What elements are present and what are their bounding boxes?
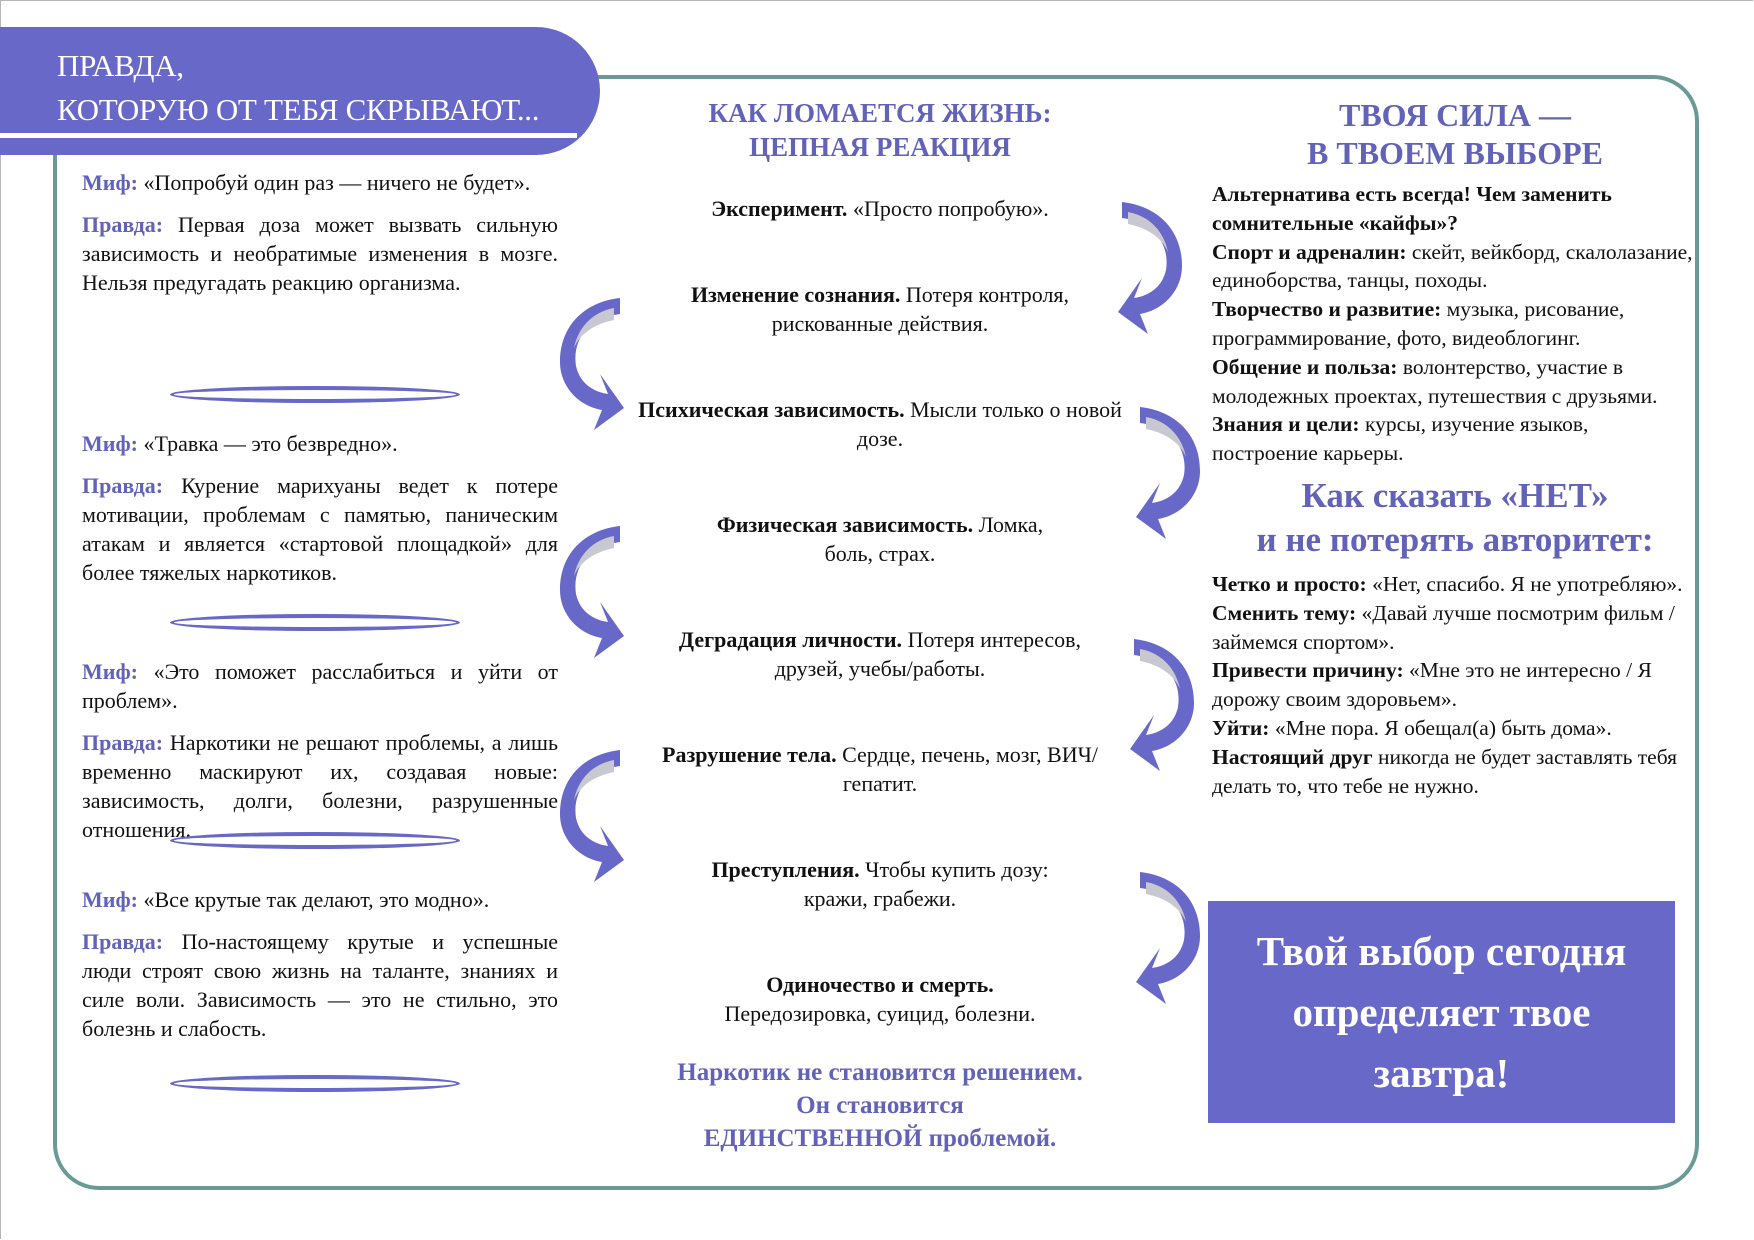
page-title-line-1: ПРАВДА, <box>57 48 184 83</box>
page-title <box>57 44 539 132</box>
truth-label: Правда: <box>82 730 164 755</box>
curved-arrow-icon <box>558 524 628 664</box>
truth-paragraph <box>82 471 558 587</box>
chain-step-desc: Передозировка, суицид, болезни. <box>724 1001 1036 1026</box>
cta-line-3: завтра! <box>1373 1049 1510 1096</box>
myth-block <box>82 168 558 297</box>
tip-desc: никогда не будет заставлять тебя делать то, что тебе не нужно. <box>1212 744 1677 798</box>
myth-block <box>82 657 558 844</box>
chain-step-term: Эксперимент. <box>711 196 848 221</box>
chain-step-desc: Чтобы купить дозу: кражи, грабежи. <box>803 857 1049 911</box>
myth-block <box>82 885 558 1043</box>
alternative-item <box>1212 295 1698 353</box>
tip-desc: «Нет, спасибо. Я не употребляю». <box>1372 571 1683 596</box>
truth-text: По-настоящему крутые и успешные люди строят свою жизнь на таланте, знаниях и силе воли. Зависимость — это не стильно, это болезнь и слабость. <box>82 929 559 1041</box>
truth-text: Курение марихуаны ведет к потере мотивации, проблемам с памятью, паническим атакам и является «стартовой площадкой» для более тяжелых наркотиков. <box>82 473 559 585</box>
alternative-item <box>1212 410 1698 468</box>
alternatives-list <box>1212 180 1698 468</box>
myth-block <box>82 429 558 587</box>
chain-step-desc: Потеря контроля, рискованные действия. <box>771 282 1070 336</box>
myth-paragraph <box>82 168 558 197</box>
myth-label: Миф: <box>82 659 138 684</box>
tip-desc: «Давай лучше посмотрим фильм / займемся спортом». <box>1212 600 1675 654</box>
separator-ellipse <box>170 614 460 631</box>
chain-step-term: Одиночество и смерть. <box>766 972 994 997</box>
cta-box <box>1208 901 1675 1123</box>
myth-label: Миф: <box>82 170 138 195</box>
chain-column <box>620 96 1140 1152</box>
page-title-line-2: КОТОРУЮ ОТ ТЕБЯ СКРЫВАЮТ... <box>57 92 540 127</box>
alternative-term: Творчество и развитие: <box>1212 297 1442 322</box>
chain-step-term: Психическая зависимость. <box>638 397 905 422</box>
alternative-desc: музыка, рисование, программирование, фото, видеоблогинг. <box>1212 297 1625 350</box>
cta-line-2: определяет твое <box>1292 988 1591 1035</box>
chain-step-term: Изменение сознания. <box>690 282 901 307</box>
myth-paragraph <box>82 429 558 458</box>
curved-arrow-icon <box>558 748 628 888</box>
chain-step-desc: «Просто попробую». <box>852 196 1049 221</box>
conclusion-line-2: Он становится <box>796 1092 964 1119</box>
separator-ellipse <box>170 386 460 403</box>
chain-step-term: Разрушение тела. <box>662 742 837 767</box>
say-no-tip <box>1212 570 1698 599</box>
alternative-desc: волонтерство, участие в молодежных проектах, путешествия с друзьями. <box>1212 354 1658 408</box>
chain-step <box>620 855 1140 913</box>
truth-paragraph <box>82 927 558 1043</box>
choice-title-line-1: ТВОЯ СИЛА — <box>1338 97 1572 133</box>
chain-step-desc: Потеря интересов, друзей, учебы/работы. <box>774 627 1082 681</box>
truth-paragraph <box>82 728 558 844</box>
chain-step <box>620 510 1140 568</box>
conclusion-line-3: ЕДИНСТВЕННОЙ проблемой. <box>703 1125 1057 1152</box>
header-underline <box>0 133 577 138</box>
chain-step <box>620 395 1140 453</box>
choice-title <box>1212 96 1698 172</box>
alternative-desc: скейт, вейкборд, скалолазание, единоборства, танцы, походы. <box>1212 239 1693 293</box>
say-no-title-line-2: и не потерять авторитет: <box>1256 519 1654 559</box>
conclusion-line-1: Наркотик не становится решением. <box>677 1059 1083 1086</box>
tip-term: Сменить тему: <box>1212 600 1357 625</box>
chain-title <box>620 96 1140 164</box>
truth-text: Наркотики не решают проблемы, а лишь временно маскируют их, создавая новые: зависимость, долги, болезни, разрушенные отношения. <box>82 730 559 842</box>
myth-label: Миф: <box>82 431 138 456</box>
alternative-item <box>1212 353 1698 411</box>
say-no-title-line-1: Как сказать «НЕТ» <box>1301 475 1609 515</box>
chain-step <box>620 194 1140 223</box>
say-no-tip <box>1212 743 1698 801</box>
myth-text: «Это поможет расслабиться и уйти от проблем». <box>82 659 558 713</box>
say-no-tip <box>1212 599 1698 657</box>
chain-step-term: Деградация личности. <box>678 627 903 652</box>
truth-label: Правда: <box>82 473 164 498</box>
chain-step-term: Преступления. <box>711 857 860 882</box>
myth-text: «Попробуй один раз — ничего не будет». <box>143 170 531 195</box>
cta-text <box>1257 921 1627 1104</box>
chain-title-line-1: КАК ЛОМАЕТСЯ ЖИЗНЬ: <box>708 98 1052 128</box>
curved-arrow-icon <box>1132 405 1202 545</box>
curved-arrow-icon <box>1132 870 1202 1010</box>
alternative-term: Общение и польза: <box>1212 354 1398 379</box>
tip-desc: «Мне это не интересно / Я дорожу своим здоровьем». <box>1212 658 1652 712</box>
tip-desc: «Мне пора. Я обещал(а) быть дома». <box>1274 715 1612 740</box>
separator-ellipse <box>170 832 460 849</box>
alternative-term: Спорт и адреналин: <box>1212 239 1407 264</box>
truth-text: Первая доза может вызвать сильную зависимость и необратимые изменения в мозге. Нельзя предугадать реакцию организма. <box>82 212 558 295</box>
choice-title-line-2: В ТВОЕМ ВЫБОРЕ <box>1307 135 1603 171</box>
truth-paragraph <box>82 210 558 297</box>
chain-title-line-2: ЦЕПНАЯ РЕАКЦИЯ <box>749 132 1011 162</box>
myth-paragraph <box>82 885 558 914</box>
myth-paragraph <box>82 657 558 715</box>
say-no-tips-list <box>1212 570 1698 800</box>
curved-arrow-icon <box>558 296 628 436</box>
chain-step-desc: Ломка, боль, страх. <box>824 512 1044 566</box>
alternative-desc: курсы, изучение языков, построение карьеры. <box>1212 412 1589 466</box>
tip-term: Привести причину: <box>1212 658 1404 683</box>
chain-step-desc: Мысли только о новой дозе. <box>856 397 1122 451</box>
chain-step-desc: Сердце, печень, мозг, ВИЧ/гепатит. <box>842 742 1098 796</box>
tip-term: Уйти: <box>1212 715 1270 740</box>
say-no-tip <box>1212 714 1698 743</box>
chain-step <box>620 280 1140 338</box>
truth-label: Правда: <box>82 929 164 954</box>
myth-label: Миф: <box>82 887 138 912</box>
alternatives-intro: Альтернатива есть всегда! Чем заменить сомнительные «кайфы»? <box>1212 182 1612 235</box>
chain-step <box>620 740 1140 798</box>
choice-column <box>1212 96 1698 800</box>
truth-label: Правда: <box>82 212 164 237</box>
say-no-tip <box>1212 656 1698 714</box>
say-no-title <box>1212 474 1698 562</box>
alternative-item <box>1212 238 1698 296</box>
cta-line-1: Твой выбор сегодня <box>1256 927 1627 974</box>
chain-conclusion <box>620 1056 1140 1155</box>
tip-term: Четко и просто: <box>1212 571 1367 596</box>
separator-ellipse <box>170 1075 460 1092</box>
myth-text: «Все крутые так делают, это модно». <box>143 887 490 912</box>
alternative-term: Знания и цели: <box>1212 412 1360 437</box>
chain-step-term: Физическая зависимость. <box>716 512 974 537</box>
chain-step <box>620 970 1140 1028</box>
tip-term: Настоящий друг <box>1212 744 1373 769</box>
chain-step <box>620 625 1140 683</box>
myth-text: «Травка — это безвредно». <box>143 431 398 456</box>
curved-arrow-icon <box>1114 200 1184 340</box>
curved-arrow-icon <box>1126 637 1196 777</box>
